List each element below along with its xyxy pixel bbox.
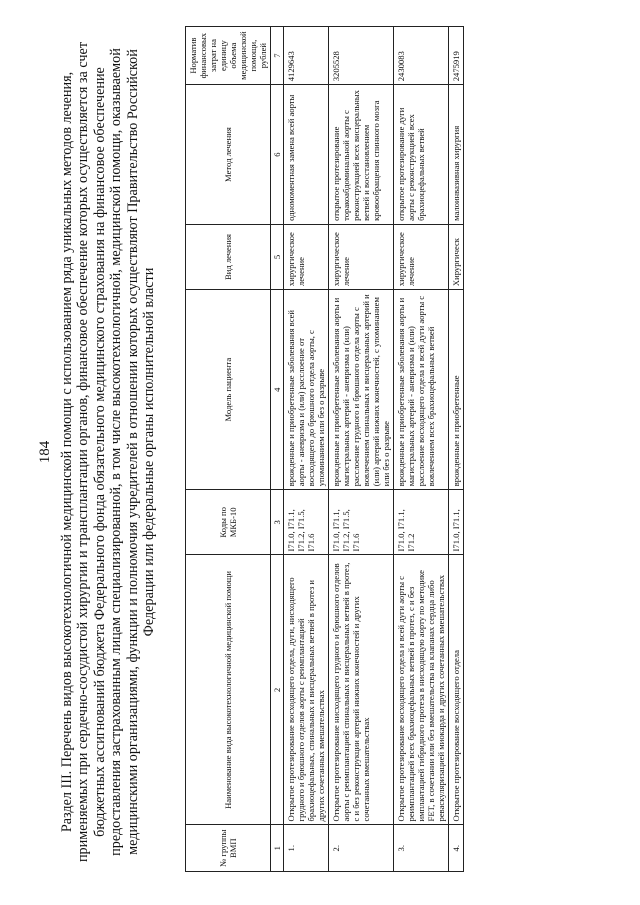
page-number: 184 <box>37 440 53 464</box>
header-cell: Метод лечения <box>186 85 271 225</box>
cost-norm-cell: 2475919 <box>449 27 464 85</box>
row-number: 1. <box>284 825 329 872</box>
column-number: 2 <box>271 555 284 825</box>
row-number: 3. <box>394 825 449 872</box>
vmp-name-cell: Открытое протезирование нисходящего грудного и брюшного отделов аорты с реимплантацией спинальных и висцеральных ветвей в протез, с и без реконструкции артерий нижних конечностей и других сочетанных вмешательствах <box>329 555 394 825</box>
cost-norm-cell: 3205528 <box>329 27 394 85</box>
column-number: 5 <box>271 224 284 289</box>
patient-model-cell: врожденные и приобретенные заболевания аорты и магистральных артерий - аневризма и (или) расслоение восходящего отдела и всей дуги аорты с вовлечением всех брахиоцефальных ветвей <box>394 290 449 490</box>
patient-model-cell: врожденные и приобретенные <box>449 290 464 490</box>
treatment-kind-cell: Хирургическ <box>449 224 464 289</box>
icd-codes-cell: I71.0, I71.1, I71.2 <box>394 490 449 555</box>
section-heading: Раздел III. Перечень видов высокотехнологичной медицинской помощи с использованием ряда уникальных методов лечения, применяемых при сердечно-сосудистой хирургии и трансплантации органов, финансовое обеспечение которых осуществляется за счет бюджетных ассигнований бюджета Федерального фонда обязательного медицинского страхования на финансовое обеспечение предоставления застрахованным лицам специализированной, в том числе высокотехнологичной, медицинской помощи, оказываемой медицинскими организациями, функции и полномочия учредителей в отношении которых осуществляют Правительство Российской Федерации или федеральные органы исполнительной власти <box>59 41 158 863</box>
column-number: 6 <box>271 85 284 225</box>
header-cell: Норматив финансовых затрат на единицу объема медицинской помощи, рублей <box>186 27 271 85</box>
treatment-method-cell: открытое протезирование торакоабдоминальной аорты с реконструкцией всех висцеральных ветвей и восстановлением кровообращения спинного мозга <box>329 85 394 225</box>
icd-codes-cell: I71.0, I71.1, I71.2, I71.5, I71.6 <box>284 490 329 555</box>
treatment-table <box>185 26 464 872</box>
table-row <box>284 27 329 872</box>
treatment-method-cell: открытое протезирование дуги аорты с реконструкцией всех брахиоцефальных ветвей <box>394 85 449 225</box>
column-number: 7 <box>271 27 284 85</box>
header-row <box>186 27 271 872</box>
row-number: 4. <box>449 825 464 872</box>
cost-norm-cell: 4129643 <box>284 27 329 85</box>
patient-model-cell: врожденные и приобретенные заболевания всей аорты - аневризма и (или) расслоение от восходящего до брюшного отдела аорты, с упоминанием или без о разрыве <box>284 290 329 490</box>
table-row <box>329 27 394 872</box>
header-cell: Наименование вида высокотехнологичной медицинской помощи <box>186 555 271 825</box>
vmp-name-cell: Открытое протезирование восходящего отдела и всей дуги аорты с реимплантацией всех брахиоцефальных ветвей в протез, с и без имплантацией гибридного протеза в нисходящую аорту по методике FET, в сочетании или без вмешательства на клапанах сердца либо реваскуляризацией миокарда и других сочетанных вмешательствах <box>394 555 449 825</box>
column-number: 3 <box>271 490 284 555</box>
cost-norm-cell: 2430083 <box>394 27 449 85</box>
column-number-row <box>271 27 284 872</box>
header-cell: Вид лечения <box>186 224 271 289</box>
table-row <box>449 27 464 872</box>
header-cell: № группы ВМП <box>186 825 271 872</box>
vmp-name-cell: Открытое протезирование восходящего отдела <box>449 555 464 825</box>
treatment-method-cell: одномоментная замена всей аорты <box>284 85 329 225</box>
treatment-method-cell: малоинвазивная хирургия <box>449 85 464 225</box>
header-cell: Коды по МКБ-10 <box>186 490 271 555</box>
column-number: 4 <box>271 290 284 490</box>
table-row <box>394 27 449 872</box>
header-cell: Модель пациента <box>186 290 271 490</box>
vmp-name-cell: Открытое протезирование восходящего отдела, дуги, нисходящего грудного и брюшного отделов аорты с реимплантацией брахиоцефальных, спинальных и висцеральных ветвей в протез и других сочетанных вмешательствах <box>284 555 329 825</box>
rotated-page <box>25 22 615 882</box>
column-number: 1 <box>271 825 284 872</box>
treatment-kind-cell: хирургическое лечение <box>394 224 449 289</box>
treatment-kind-cell: хирургическое лечение <box>329 224 394 289</box>
treatment-kind-cell: хирургическое лечение <box>284 224 329 289</box>
row-number: 2. <box>329 825 394 872</box>
icd-codes-cell: I71.0, I71.1, I71.2, I71.5, I71.6 <box>329 490 394 555</box>
icd-codes-cell: I71.0, I71.1, <box>449 490 464 555</box>
patient-model-cell: врожденные и приобретенные заболевания аорты и магистральных артерий - аневризма и (или) расслоение грудного и брюшного отдела аорты с вовлечением спинальных и висцеральных артерий и (или) артерий нижних конечностей, с упоминанием или без о разрыве <box>329 290 394 490</box>
